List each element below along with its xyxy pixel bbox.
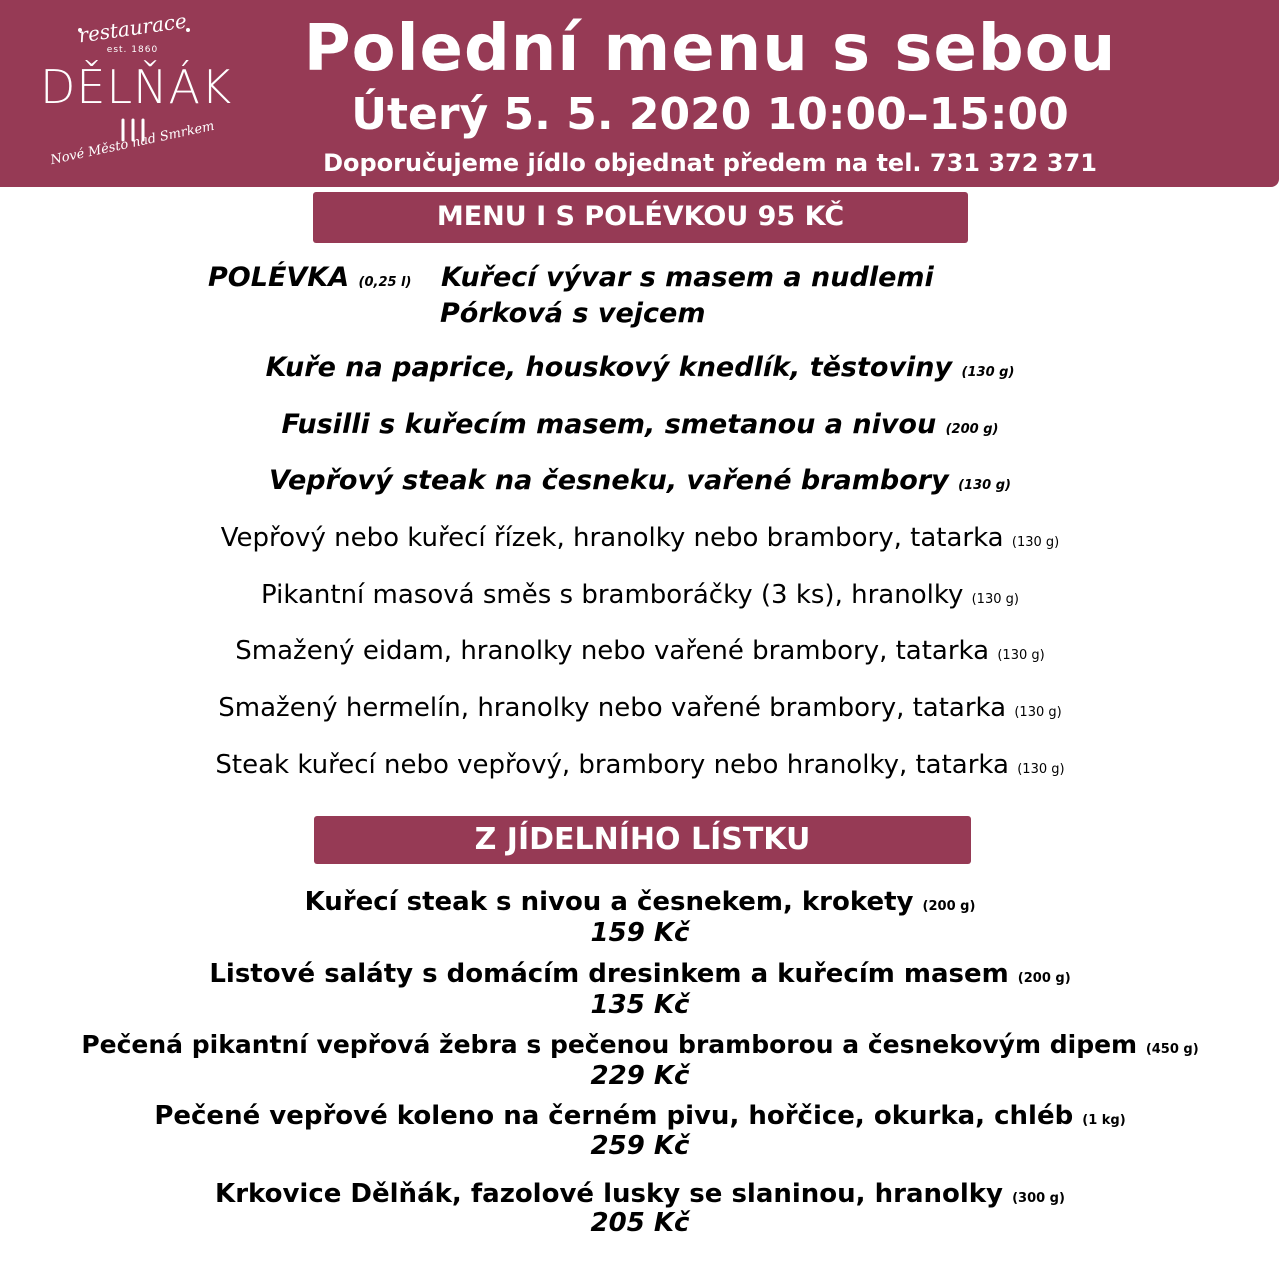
- header-banner: [0, 0, 1279, 187]
- menu2-item-price: 205 Kč: [590, 1208, 690, 1238]
- menu1-item: [0, 523, 1280, 553]
- menu1-item-weight: (130 g): [1017, 762, 1065, 777]
- page-title: Polední menu s sebou: [303, 12, 1117, 86]
- logo-script-bottom: Nové Město nad Smrkem: [49, 118, 216, 169]
- menu1-item-weight: (130 g): [1011, 535, 1060, 550]
- menu1-item: [0, 636, 1280, 666]
- menu2-item-weight: (200 g): [1017, 971, 1071, 986]
- menu1-item-weight: (130 g): [997, 648, 1045, 663]
- menu2-item: [0, 959, 1280, 989]
- menu2-item-weight: (1 kg): [1082, 1113, 1126, 1128]
- menu2-item-price: 159 Kč: [590, 918, 690, 948]
- menu2-item-price: 135 Kč: [590, 990, 690, 1020]
- menu2-item-name: Kuřecí steak s nivou a česnekem, krokety: [304, 887, 914, 917]
- menu1-item: [0, 465, 1280, 496]
- menu2-item: [0, 1030, 1280, 1059]
- menu1-item: [0, 352, 1280, 383]
- menu2-item-weight: (200 g): [922, 899, 976, 914]
- menu1-item-name: Pikantní masová směs s bramboráčky (3 ks), hranolky: [261, 580, 964, 610]
- menu2-item-name: Listové saláty s domácím dresinkem a kuřecím masem: [209, 959, 1009, 989]
- order-note: Doporučujeme jídlo objednat předem na tel. 731 372 371: [323, 149, 1097, 177]
- menu1-item-weight: (130 g): [958, 478, 1011, 493]
- menu2-item-price: 229 Kč: [590, 1061, 690, 1091]
- menu1-item-name: Smažený eidam, hranolky nebo vařené brambory, tatarka: [235, 636, 990, 666]
- menu2-item: [0, 1179, 1280, 1209]
- menu1-item-name: Vepřový steak na česneku, vařené brambory: [269, 465, 949, 496]
- menu1-item: [0, 750, 1280, 780]
- soup-label: [208, 262, 411, 293]
- menu2-item: [0, 887, 1280, 917]
- restaurant-logo: [40, 8, 233, 178]
- menu1-item-name: Smažený hermelín, hranolky nebo vařené brambory, tatarka: [218, 693, 1007, 723]
- menu2-banner: Z JÍDELNÍHO LÍSTKU: [314, 816, 971, 864]
- menu1-item: [0, 409, 1280, 440]
- menu2-item-price: 259 Kč: [590, 1131, 690, 1161]
- page-date: Úterý 5. 5. 2020 10:00–15:00: [351, 89, 1069, 140]
- soup-label-text: POLÉVKA: [208, 262, 350, 293]
- logo-est: est. 1860: [106, 45, 159, 55]
- menu1-item-name: Vepřový nebo kuřecí řízek, hranolky nebo brambory, tatarka: [220, 523, 1004, 553]
- menu1-item-name: Kuře na paprice, houskový knedlík, těstoviny: [265, 352, 953, 383]
- menu1-item-weight: (200 g): [945, 422, 999, 437]
- menu1-item-name: Fusilli s kuřecím masem, smetanou a nivou: [281, 409, 937, 440]
- menu1-item: [0, 580, 1280, 610]
- menu2-item-name: Pečené vepřové koleno na černém pivu, hořčice, okurka, chléb: [154, 1101, 1074, 1131]
- logo-name: DĚLŇÁK: [40, 60, 233, 114]
- menu2-item-weight: (450 g): [1145, 1042, 1199, 1057]
- logo-script-top: restaurace: [76, 8, 189, 48]
- menu1-item-weight: (130 g): [1014, 705, 1062, 720]
- menu2-item-weight: (300 g): [1012, 1191, 1065, 1206]
- soup-volume: (0,25 l): [358, 275, 412, 290]
- soup-item: Pórková s vejcem: [440, 298, 706, 329]
- soup-item: Kuřecí vývar s masem a nudlemi: [441, 262, 934, 293]
- menu2-item-name: Pečená pikantní vepřová žebra s pečenou bramborou a česnekovým dipem: [81, 1030, 1138, 1059]
- menu1-item-weight: (130 g): [961, 365, 1015, 380]
- menu1-banner: MENU I S POLÉVKOU 95 KČ: [313, 192, 968, 243]
- menu2-item-name: Krkovice Dělňák, fazolové lusky se slaninou, hranolky: [215, 1179, 1004, 1209]
- menu2-item: [0, 1101, 1280, 1131]
- menu1-item-name: Steak kuřecí nebo vepřový, brambory nebo hranolky, tatarka: [215, 750, 1009, 780]
- menu1-item-weight: (130 g): [971, 592, 1019, 607]
- menu1-item: [0, 693, 1280, 723]
